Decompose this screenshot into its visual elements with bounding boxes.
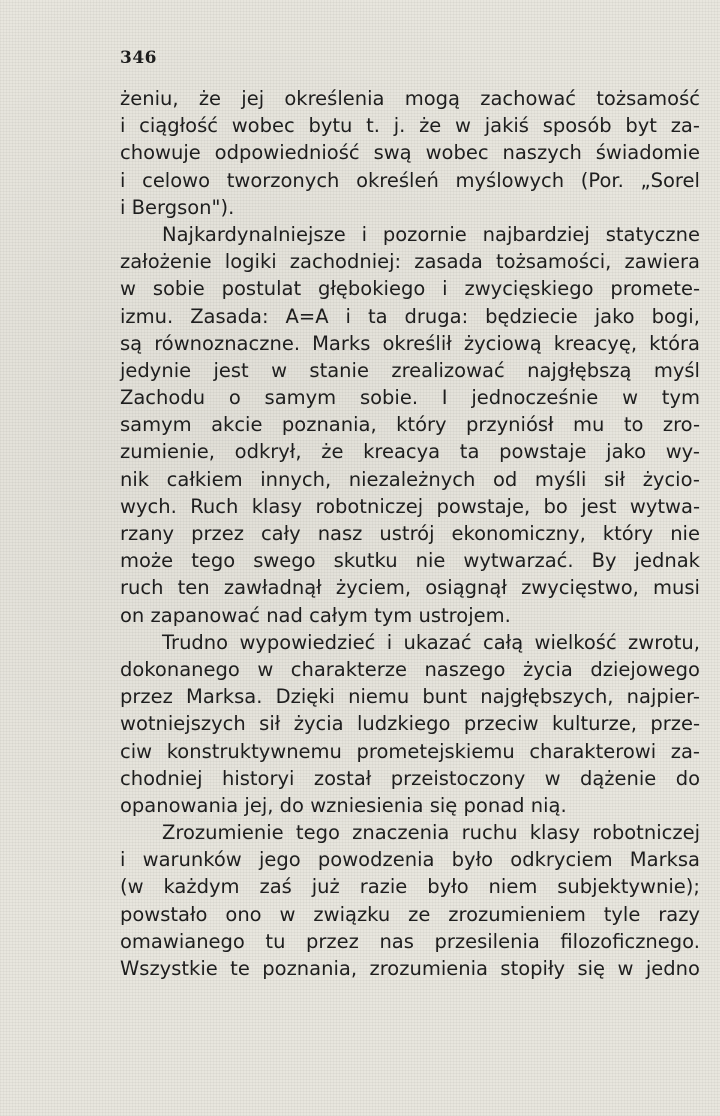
text-line: są równoznaczne. Marks określił życiową kreacyę, która bbox=[120, 331, 700, 355]
text-line: samym akcie poznania, który przyniósł mu to zro- bbox=[120, 413, 700, 437]
text-line: może tego swego skutku nie wytwarzać. By jednak bbox=[120, 549, 700, 573]
text-line: i Bergson"). bbox=[120, 195, 235, 219]
text-line: i ciągłość wobec bytu t. j. że w jakiś sposób byt za- bbox=[120, 114, 700, 138]
text-line: powstało ono w związku ze zrozumieniem tyle razy bbox=[120, 902, 700, 926]
text-line: Zrozumienie tego znaczenia ruchu klasy robotniczej bbox=[162, 821, 700, 845]
text-line: Wszystkie te poznania, zrozumienia stopiły się w jedno bbox=[120, 957, 700, 980]
page-number: 346 bbox=[120, 48, 157, 68]
text-line: zumienie, odkrył, że kreacya ta powstaje jako wy- bbox=[120, 440, 700, 464]
text-line: żeniu, że jej określenia mogą zachować tożsamość bbox=[120, 87, 700, 110]
text-line: w sobie postulat głębokiego i zwycięskiego promete- bbox=[120, 277, 700, 301]
text-line: omawianego tu przez nas przesilenia filozoficznego. bbox=[120, 929, 700, 953]
text-line: jedynie jest w stanie zrealizować najgłębszą myśl bbox=[120, 358, 700, 382]
text-line: wych. Ruch klasy robotniczej powstaje, bo jest wytwa- bbox=[120, 494, 700, 518]
text-line: chowuje odpowiedniość swą wobec naszych świadomie bbox=[120, 141, 700, 165]
text-line: Zachodu o samym sobie. I jednocześnie w tym bbox=[120, 386, 700, 410]
text-line: ruch ten zawładnął życiem, osiągnął zwycięstwo, musi bbox=[120, 576, 700, 600]
text-line: Najkardynalniejsze i pozornie najbardziej statyczne bbox=[162, 222, 700, 246]
text-line: założenie logiki zachodniej: zasada tożsamości, zawiera bbox=[120, 250, 700, 274]
text-line: wotniejszych sił życia ludzkiego przeciw kulturze, prze- bbox=[120, 712, 700, 736]
body-text bbox=[120, 85, 700, 982]
text-line: (w każdym zaś już razie było niem subjektywnie); bbox=[120, 875, 700, 899]
text-line: rzany przez cały nasz ustrój ekonomiczny, który nie bbox=[120, 522, 700, 545]
text-line: dokonanego w charakterze naszego życia dziejowego bbox=[120, 657, 700, 681]
text-line: przez Marksa. Dzięki niemu bunt najgłębszych, najpier- bbox=[120, 685, 700, 709]
text-line: izmu. Zasada: A=A i ta druga: będziecie jako bogi, bbox=[120, 304, 700, 328]
text-line: ciw konstruktywnemu prometejskiemu charakterowi za- bbox=[120, 739, 700, 763]
text-line: i warunków jego powodzenia było odkryciem Marksa bbox=[120, 848, 700, 872]
text-line: opanowania jej, do wzniesienia się ponad nią. bbox=[120, 793, 567, 817]
text-line: i celowo tworzonych określeń myślowych (Por. „Sorel bbox=[120, 168, 700, 192]
text-line: nik całkiem innych, niezależnych od myśli sił życio- bbox=[120, 467, 700, 491]
text-line: Trudno wypowiedzieć i ukazać całą wielkość zwrotu, bbox=[162, 630, 700, 654]
text-line: chodniej historyi został przeistoczony w dążenie do bbox=[120, 766, 700, 790]
text-line: on zapanować nad całym tym ustrojem. bbox=[120, 603, 511, 627]
